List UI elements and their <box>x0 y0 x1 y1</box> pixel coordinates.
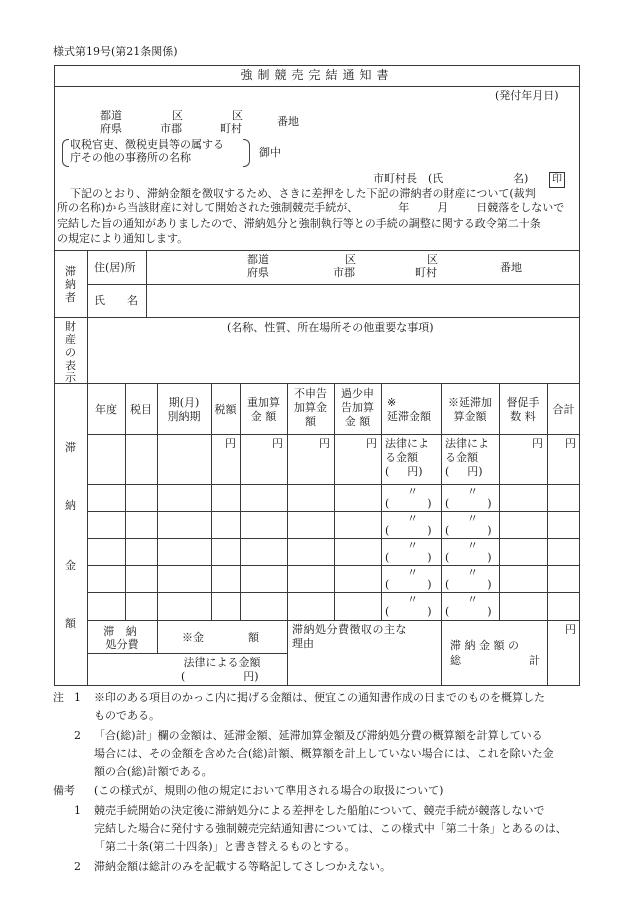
recipient-bracket-left <box>62 139 69 167</box>
taxpayer-bottom-line <box>54 317 580 318</box>
remarks-label: 備考 <box>53 784 75 797</box>
remark-2-num: 2 <box>74 860 81 873</box>
ditto-paren: ( ) <box>385 551 432 564</box>
notes-label: 注 <box>53 691 64 704</box>
law-yen-entai: ( 円) <box>385 465 423 478</box>
address-chouson-2: 町村 <box>220 122 242 135</box>
total-1: 滞 納 金 額 の <box>450 639 519 652</box>
law-yen-kasan: ( 円) <box>445 465 483 478</box>
recipient-bracket-right <box>243 139 250 167</box>
remark-2-line-1: 滞納金額は総計のみを記載する等略記してさしつかえない。 <box>94 860 391 873</box>
address-banchi: 番地 <box>277 115 299 128</box>
yen-kashou: 円 <box>366 437 377 450</box>
ditto-mark: 〃 <box>467 512 478 525</box>
recipient-line-1: 収税官吏、徴税吏員等の属する <box>70 138 224 151</box>
header-entai-2: 延滞金額 <box>387 410 431 423</box>
property-section-5: 示 <box>65 371 76 384</box>
address-shigun-2: 市郡 <box>160 122 182 135</box>
address-shigun-1: 区 <box>172 109 183 122</box>
taxpayer-mid-line <box>87 284 580 285</box>
amount-row-line-6 <box>87 620 580 621</box>
body-line-3: 完結した旨の通知がありましたので、滞納処分と強制執行等との手続の調整に関する政令第二十条 <box>57 217 541 230</box>
header-nendo: 年度 <box>95 403 117 416</box>
header-jukasan-2: 金 額 <box>250 410 277 423</box>
header-tokusoku-1: 督促手 <box>506 396 540 409</box>
remark-1-line-3: 「第二十条(第二十四条)」と書き替えるものとする。 <box>94 840 356 853</box>
note-2-line-3: 額の合(総)計額である。 <box>94 765 213 778</box>
taxpayer-section-2: 納 <box>65 278 76 291</box>
col-line-7 <box>381 383 382 620</box>
ditto-paren: ( ) <box>445 578 492 591</box>
yen-zeigaku: 円 <box>225 437 236 450</box>
law-amount-yen: ( 円) <box>181 670 259 683</box>
address-todofuken-1: 都道 <box>100 109 122 122</box>
body-line-1: 下記のとおり、滞納金額を徴収するため、さきに差押をした下記の滞納者の財産について(裁判 <box>70 187 536 200</box>
remark-1-line-2: 完結した場合に発付する強制競売完結通知書については、この様式中「第二十条」とあるのは、 <box>94 822 567 835</box>
seal-stamp: 印 <box>549 172 565 188</box>
header-zeimoku: 税目 <box>130 403 152 416</box>
note-1-line-1: ※印のある項目のかっこ内に掲げる金額は、便宜この通知書作成の日までのものを概算した <box>94 691 545 704</box>
yen-goukei: 円 <box>565 437 576 450</box>
header-zeigaku: 税額 <box>214 403 237 416</box>
taxpayer-todofuken-2: 府県 <box>247 266 269 279</box>
ditto-paren: ( ) <box>385 497 432 510</box>
address-todofuken-2: 府県 <box>100 122 122 135</box>
ditto-paren: ( ) <box>445 524 492 537</box>
taxpayer-chouson-1: 区 <box>427 253 438 266</box>
property-section-2: 産 <box>65 333 76 346</box>
body-line-2: 所の名称)から当該財産に対して開始された強制競売手続が、 年 月 日競落をしないで <box>57 201 565 214</box>
law-label-kasan-1: 法律によ <box>445 437 489 450</box>
col-line-10 <box>547 383 548 685</box>
ditto-mark: 〃 <box>407 512 418 525</box>
property-section-3: の <box>65 346 76 359</box>
mayor-label: 市町村長 <box>373 172 417 185</box>
header-fushinkoku-3: 額 <box>305 415 316 428</box>
taxpayer-section-1: 滞 <box>65 265 76 278</box>
body-line-4: の規定により通知します。 <box>57 232 189 245</box>
law-amount-line <box>87 653 287 654</box>
amount-section-2: 納 <box>65 499 76 512</box>
gochu: 御中 <box>259 146 281 159</box>
frame-top <box>54 65 580 66</box>
header-kibetsu-2: 別納期 <box>167 410 201 423</box>
ditto-mark: 〃 <box>407 593 418 606</box>
name-label: 氏 名 <box>94 294 138 307</box>
note-1-line-2: ものである。 <box>94 709 160 722</box>
header-entai-kasan-1: ※延滞加 <box>448 396 492 409</box>
ditto-mark: 〃 <box>407 566 418 579</box>
col-line-8 <box>441 383 442 685</box>
mayor-name-close: 名) <box>513 172 529 185</box>
note-2-line-1: 「合(総)計」欄の金額は、延滞金額、延滞加算金額及び滞納処分費の概算額を計算している <box>94 729 543 742</box>
ditto-mark: 〃 <box>407 539 418 552</box>
col-line-3 <box>211 383 212 620</box>
property-note: (名称、性質、所在場所その他重要な事項) <box>227 321 434 334</box>
remarks-head: (この様式が、規則の他の規定において準用される場合の取扱について) <box>94 784 444 797</box>
header-kibetsu-1: 期(月) <box>168 396 200 409</box>
recipient-line-2: 庁その他の事務所の名称 <box>70 151 191 164</box>
header-kashou-1: 過少申 <box>341 387 374 400</box>
ditto-mark: 〃 <box>467 566 478 579</box>
taxpayer-chouson-2: 町村 <box>415 266 437 279</box>
taxpayer-shigun-1: 区 <box>345 253 356 266</box>
amount-section-1: 滞 <box>65 441 76 454</box>
frame-bottom <box>54 685 580 686</box>
total-yen: 円 <box>565 623 576 636</box>
yen-fushinkoku: 円 <box>319 437 330 450</box>
shobunhi-col-line <box>157 620 158 653</box>
table-top-line <box>54 250 580 251</box>
mayor-name-open: (氏 <box>428 172 444 185</box>
law-label-entai-2: る金額 <box>385 451 418 464</box>
header-jukasan-1: 重加算 <box>247 396 280 409</box>
taxpayer-section-3: 者 <box>65 291 76 304</box>
ditto-paren: ( ) <box>385 605 432 618</box>
remark-1-num: 1 <box>74 804 81 817</box>
total-2: 総 計 <box>450 654 540 667</box>
col-line-1 <box>125 383 126 620</box>
amount-section-4: 額 <box>65 617 76 630</box>
header-entai-kasan-2: 算金額 <box>453 410 487 423</box>
ditto-mark: 〃 <box>467 593 478 606</box>
reason-2: 理由 <box>292 637 314 650</box>
ditto-paren: ( ) <box>385 578 432 591</box>
taxpayer-shigun-2: 市郡 <box>333 266 355 279</box>
form-id: 様式第19号(第21条関係) <box>53 45 178 58</box>
ditto-paren: ( ) <box>445 605 492 618</box>
section-col-line <box>87 250 88 685</box>
reason-1: 滞納処分費徴収の主な <box>292 623 407 636</box>
kingaku-label: ※金 額 <box>182 631 259 644</box>
ditto-paren: ( ) <box>445 497 492 510</box>
taxpayer-todofuken-1: 都道 <box>247 253 269 266</box>
header-fushinkoku-1: 不申告 <box>294 387 327 400</box>
property-section-4: 表 <box>65 359 76 372</box>
ditto-mark: 〃 <box>467 485 478 498</box>
issue-date: (発付年月日) <box>495 89 559 102</box>
law-label-kasan-2: る金額 <box>445 451 478 464</box>
taxpayer-banchi: 番地 <box>500 261 522 274</box>
header-entai-1: ※ <box>387 396 397 409</box>
law-label-entai-1: 法律によ <box>385 437 429 450</box>
shobunhi-2: 処分費 <box>105 638 139 651</box>
ditto-paren: ( ) <box>385 524 432 537</box>
document-title: 強制競売完結通知書 <box>240 68 394 82</box>
note-2-num: 2 <box>74 729 81 742</box>
header-kashou-2: 告加算 <box>341 401 374 414</box>
note-2-line-2: 場合には、その金額を含めた合(総)計額、概算額を計上していない場合には、これを除いた金 <box>94 747 554 760</box>
address-chouson-1: 区 <box>232 109 243 122</box>
note-1-num: 1 <box>74 691 81 704</box>
amount-section-3: 金 <box>65 559 76 572</box>
property-bottom-line <box>54 383 580 384</box>
taxpayer-label-col-line <box>146 250 147 317</box>
header-kashou-3: 金 額 <box>344 415 371 428</box>
ditto-mark: 〃 <box>407 485 418 498</box>
header-goukei: 合計 <box>552 403 575 416</box>
ditto-paren: ( ) <box>445 551 492 564</box>
header-tokusoku-2: 数 料 <box>510 410 536 423</box>
yen-tokusoku: 円 <box>532 437 543 450</box>
ditto-mark: 〃 <box>467 539 478 552</box>
title-divider <box>54 86 580 87</box>
law-amount-label: 法律による金額 <box>183 656 261 669</box>
shobunhi-1: 滞 納 <box>103 625 141 638</box>
header-fushinkoku-2: 加算金 <box>294 401 327 414</box>
property-section-1: 財 <box>65 320 76 333</box>
remark-1-line-1: 競売手続開始の決定後に滞納処分による差押をした船舶について、競売手続が競落しないで <box>94 804 545 817</box>
yen-jukasan: 円 <box>272 437 283 450</box>
address-label: 住(居)所 <box>94 261 136 274</box>
